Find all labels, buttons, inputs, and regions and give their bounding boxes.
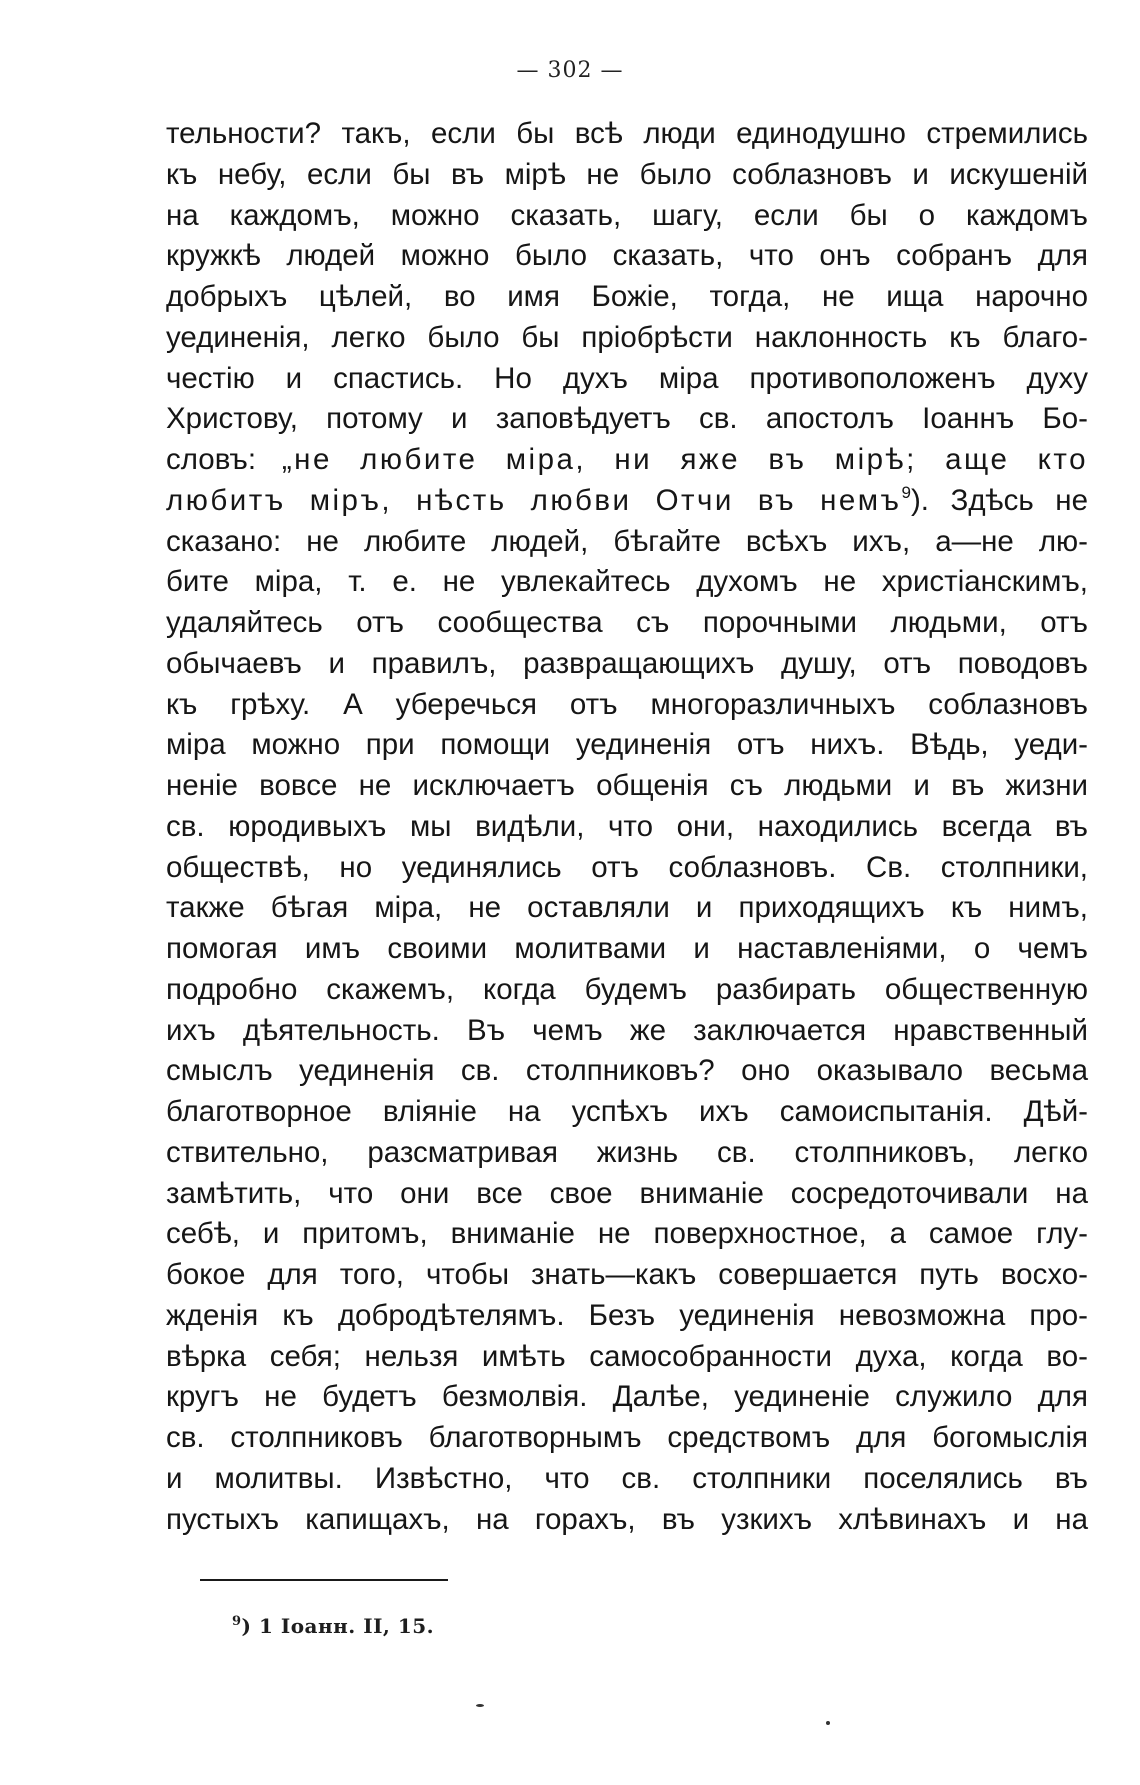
- footnote-reference[interactable]: 9: [901, 482, 911, 502]
- text-line: кругъ не будетъ безмолвія. Далѣе, уединеніе служило для: [166, 1380, 1088, 1414]
- text-line: жденія къ добродѣтелямъ. Безъ уединенія невозможна про-: [166, 1298, 1088, 1332]
- text-line: ствительно, разсматривая жизнь св. столпниковъ, легко: [166, 1135, 1088, 1169]
- text-line: обществѣ, но уединялись отъ соблазновъ. Св. столпники,: [166, 850, 1088, 884]
- text-line: Христову, потому и заповѣдуетъ св. апостолъ Іоаннъ Бо-: [166, 402, 1088, 436]
- text-line: на каждомъ, можно сказать, шагу, если бы о каждомъ: [166, 198, 1088, 232]
- text-line: св. столпниковъ благотворнымъ средствомъ для богомыслія: [166, 1421, 1088, 1454]
- text-line: уединенія, легко было бы пріобрѣсти наклонность къ благо-: [166, 320, 1088, 354]
- text-line: тельности? такъ, если бы всѣ люди единодушно стремились: [166, 117, 1088, 150]
- text-line: бокое для того, чтобы знать—какъ совершается путь восхо-: [166, 1258, 1088, 1291]
- text-line: добрыхъ цѣлей, во имя Божіе, тогда, не ища нарочно: [166, 280, 1088, 313]
- text-line: честію и спастись. Но духъ міра противоположенъ духу: [166, 361, 1088, 395]
- quotation-spaced: „не любите міра, ни яже въ мірѣ; аще кто: [281, 443, 1088, 476]
- text-line: св. юродивыхъ мы видѣли, что они, находились всегда въ: [166, 809, 1088, 843]
- footnote-text: ) 1 Іоанн. II, 15.: [241, 1614, 435, 1638]
- print-speck: [826, 1721, 830, 1725]
- footnote: [232, 1614, 434, 1638]
- text-line: неніе вовсе не исключаетъ общенія съ людьми и въ жизни: [166, 769, 1088, 802]
- text-line: и молитвы. Извѣстно, что св. столпники поселялись въ: [166, 1461, 1088, 1495]
- text-line: ихъ дѣятельность. Въ чемъ же заключается нравственный: [166, 1013, 1088, 1047]
- text-line: къ небу, если бы въ мірѣ не было соблазновъ и искушеній: [166, 157, 1088, 191]
- footnote-divider: [200, 1579, 448, 1581]
- text-line: сказано: не любите людей, бѣгайте всѣхъ ихъ, а—не лю-: [166, 524, 1088, 558]
- page-number: — 302 —: [516, 58, 624, 83]
- text-line: замѣтить, что они все свое вниманіе сосредоточивали на: [166, 1176, 1088, 1210]
- text-line: подробно скажемъ, когда будемъ разбирать общественную: [166, 972, 1088, 1006]
- text-line: смыслъ уединенія св. столпниковъ? оно оказывало весьма: [166, 1054, 1088, 1088]
- text-line: помогая имъ своими молитвами и наставленіями, о чемъ: [166, 932, 1088, 965]
- text-line: себѣ, и притомъ, вниманіе не поверхностное, а самое глу-: [166, 1217, 1088, 1251]
- text-line: также бѣгая міра, не оставляли и приходящихъ къ нимъ,: [166, 891, 1088, 925]
- text-line: обычаевъ и правилъ, развращающихъ душу, отъ поводовъ: [166, 646, 1088, 680]
- body-text: [166, 114, 1088, 1540]
- text-line: къ грѣху. А уберечься отъ многоразличныхъ соблазновъ: [166, 687, 1088, 721]
- text-line: пустыхъ капищахъ, на горахъ, въ узкихъ хлѣвинахъ и на: [166, 1502, 1088, 1536]
- footnote-mark: 9: [232, 1614, 242, 1629]
- text-line-with-footnote-ref: [166, 481, 1088, 522]
- text-segment: ). Здѣсь не: [910, 483, 1088, 517]
- text-line: кружкѣ людей можно было сказать, что онъ собранъ для: [166, 239, 1088, 273]
- text-line-quote-start: [166, 440, 1088, 481]
- quotation-spaced: любитъ міръ, нѣсть любви Отчи въ немъ: [166, 483, 902, 517]
- text-line: вѣрка себя; нельзя имѣть самособранности духа, когда во-: [166, 1339, 1088, 1373]
- text-line: міра можно при помощи уединенія отъ нихъ. Вѣдь, уеди-: [166, 728, 1088, 762]
- text-line: удаляйтесь отъ сообщества съ порочными людьми, отъ: [166, 606, 1088, 639]
- text-line: бите міра, т. е. не увлекайтесь духомъ не христіанскимъ,: [166, 565, 1088, 599]
- print-speck: [476, 1704, 484, 1707]
- text-line: благотворное вліяніе на успѣхъ ихъ самоиспытанія. Дѣй-: [166, 1095, 1088, 1128]
- text-segment: словъ:: [166, 443, 282, 476]
